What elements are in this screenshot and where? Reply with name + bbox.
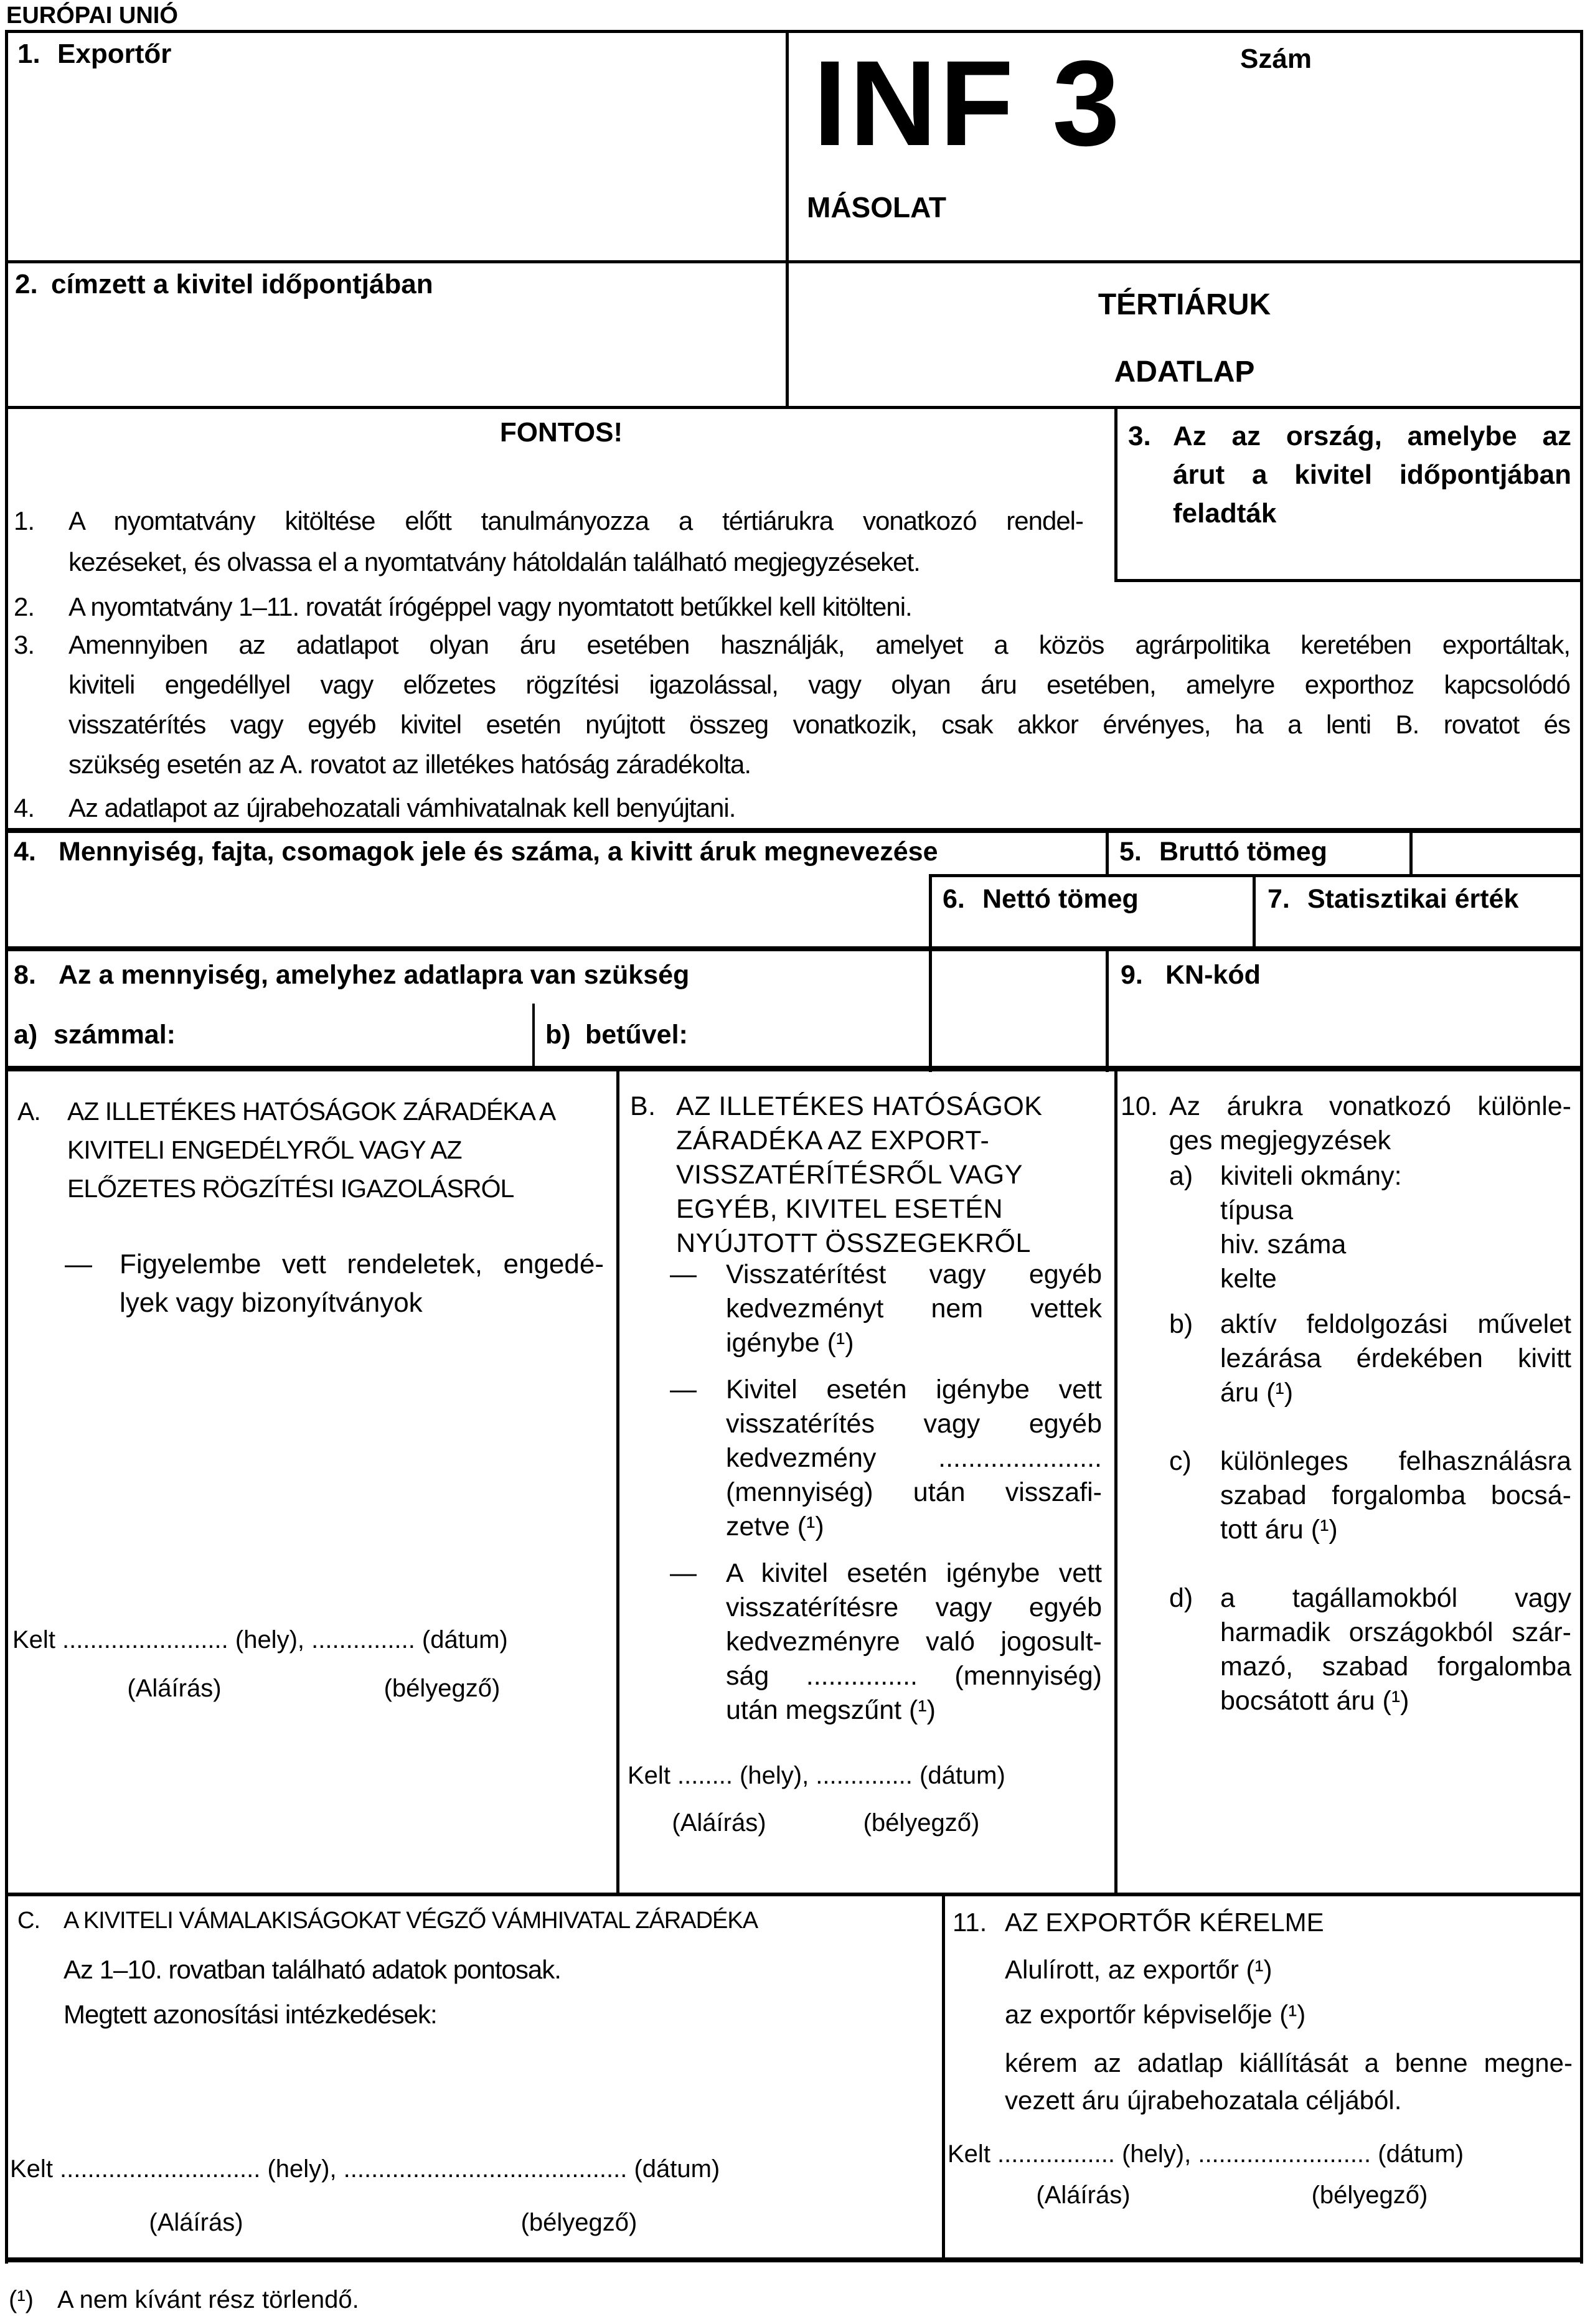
section-11-title-text: AZ EXPORTŐR KÉRELME	[1005, 1908, 1324, 1937]
section-b-bullet-2	[670, 1373, 1102, 1544]
box-8b-number: b)	[545, 1020, 571, 1050]
section-c-letter: C.	[17, 1908, 40, 1934]
grid-line	[1253, 874, 1256, 951]
adatlap-label: ADATLAP	[1114, 355, 1255, 388]
dash-bullet: —	[670, 1375, 697, 1404]
box-5-header	[1119, 837, 1406, 867]
grid-line	[1106, 948, 1109, 1072]
dash-bullet: —	[670, 1259, 697, 1289]
box-5-number: 5.	[1119, 837, 1142, 867]
box-8b-label: betűvel:	[585, 1020, 688, 1050]
grid-line	[929, 948, 932, 1072]
signature-label-11: (Aláírás)	[1036, 2181, 1131, 2209]
fontos-item-number: 3.	[14, 630, 35, 659]
section-b-title	[630, 1089, 1107, 1261]
fontos-item-number: 4.	[14, 793, 35, 822]
box-8-number: 8.	[14, 960, 36, 990]
stamp-label-11: (bélyegző)	[1311, 2181, 1428, 2209]
grid-line	[5, 406, 1583, 409]
section-10-item-letter: a)	[1169, 1161, 1193, 1191]
kelt-line-a: Kelt ........................ (hely), ............... (dátum)	[12, 1626, 508, 1654]
footnote-text: A nem kívánt rész törlendő.	[57, 2286, 359, 2313]
box-8a-header	[14, 1020, 499, 1050]
grid-line	[929, 874, 1583, 877]
section-c-title	[17, 1908, 933, 1934]
box-6-label: Nettó tömeg	[982, 884, 1139, 914]
grid-line	[1114, 579, 1583, 582]
tertiaruk-label: TÉRTIÁRUK	[1098, 288, 1271, 321]
grid-line	[1409, 828, 1413, 877]
box-9-header	[1121, 960, 1556, 990]
box-7-number: 7.	[1268, 884, 1290, 914]
box-7-label: Statisztikai érték	[1307, 884, 1519, 914]
signature-label-b: (Aláírás)	[672, 1809, 766, 1837]
section-10-item-letter: b)	[1169, 1309, 1193, 1339]
section-a-letter: A.	[17, 1097, 40, 1126]
box-1-label: Exportőr	[57, 39, 172, 69]
kelt-line-b: Kelt ........ (hely), .............. (dátum)	[628, 1762, 1005, 1789]
section-b-bullet-text: Kivitel esetén igénybe vett visszatérítés vagy egyéb kedvezmény ...................... (mennyiség) után visszafi- zetve (¹)	[726, 1375, 1102, 1541]
footnote-marker: (¹)	[9, 2286, 34, 2313]
box-3-label: Az az ország, amelybe az árut a kivitel időpontjában feladták	[1173, 421, 1571, 529]
stamp-label-b: (bélyegző)	[863, 1809, 980, 1837]
grid-line	[5, 1893, 1583, 1896]
section-10-item-text: aktív feldolgozási művelet lezárása érdekében kivitt áru (¹)	[1220, 1309, 1571, 1408]
stamp-label-c: (bélyegző)	[520, 2209, 637, 2236]
box-5-label: Bruttó tömeg	[1159, 837, 1327, 867]
fontos-item-text: A nyomtatvány 1–11. rovatát írógéppel vagy nyomtatott betűkkel kell kitölteni.	[68, 592, 912, 621]
dash-bullet: —	[670, 1558, 697, 1588]
box-6-header	[943, 884, 1241, 915]
kelt-line-11: Kelt ................. (hely), ......................... (dátum)	[948, 2140, 1464, 2168]
section-c-title-text: A KIVITELI VÁMALAKISÁGOKAT VÉGZŐ VÁMHIVATAL ZÁRADÉKA	[64, 1908, 758, 1934]
section-c-line-2: Megtett azonosítási intézkedések:	[64, 2000, 437, 2029]
section-11-line-1: Alulírott, az exportőr (¹)	[1005, 1955, 1272, 1984]
box-2-number: 2.	[15, 269, 38, 299]
grid-line	[616, 1070, 619, 1895]
section-10-item-text	[1220, 1159, 1571, 1296]
signature-label-c: (Aláírás)	[149, 2209, 243, 2236]
section-10-item-lines: kiviteli okmány:	[1220, 1161, 1402, 1191]
signature-label-a: (Aláírás)	[127, 1675, 222, 1702]
box-8-label: Az a mennyiség, amelyhez adatlapra van szükség	[59, 960, 690, 990]
section-a-title-text: AZ ILLETÉKES HATÓSÁGOK ZÁRADÉKA A KIVITELI ENGEDÉLYRŐL VAGY AZ ELŐZETES RÖGZÍTÉSI IGAZOLÁSRÓL	[67, 1097, 556, 1203]
box-9-label: KN-kód	[1165, 960, 1261, 990]
grid-line	[1580, 30, 1583, 2264]
section-10-item-text: a tagállamokból vagy harmadik országokból szár- mazó, szabad forgalomba bocsátott áru (¹)	[1220, 1583, 1571, 1716]
box-4-header	[14, 837, 1072, 867]
section-11-title	[953, 1908, 1569, 1937]
box-9-number: 9.	[1121, 960, 1143, 990]
section-10-title-text: Az árukra vonatkozó különle- ges megjegyzések	[1169, 1091, 1571, 1155]
grid-line	[5, 828, 1583, 833]
grid-line	[942, 1893, 945, 2261]
fontos-item-number: 1.	[14, 506, 35, 535]
fontos-item-4	[14, 788, 1570, 828]
box-6-number: 6.	[943, 884, 965, 914]
section-c-line-1: Az 1–10. rovatban található adatok pontosak.	[64, 1955, 561, 1984]
section-b-bullet-3	[670, 1556, 1102, 1728]
section-10-item-sublines: típusa hiv. száma kelte	[1220, 1195, 1347, 1294]
fontos-item-text: A nyomtatvány kitöltése előtt tanulmányozza a tértiárukra vonatkozó rendel- kezéseket, és olvassa el a nyomtatvány hátoldalán található megjegyzéseket.	[68, 506, 1083, 576]
section-b-bullet-text: A kivitel esetén igénybe vett visszatérítésre vagy egyéb kedvezményre való jogosult- ság ............... (mennyiség) után megszűnt (¹)	[726, 1558, 1102, 1725]
section-10-title	[1121, 1089, 1571, 1158]
box-2-label: címzett a kivitel időpontjában	[51, 269, 433, 299]
section-b-bullet-text: Visszatérítést vagy egyéb kedvezményt nem vettek igénybe (¹)	[726, 1259, 1102, 1358]
section-11-line-2: az exportőr képviselője (¹)	[1005, 2000, 1306, 2029]
section-a-bullet-text: Figyelembe vett rendeletek, engedé- lyek vagy bizonyítványok	[120, 1249, 604, 1318]
grid-line	[5, 30, 1583, 33]
section-10-item-letter: c)	[1169, 1446, 1192, 1476]
box-3-header	[1128, 417, 1571, 533]
box-8b-header	[545, 1020, 906, 1050]
section-a-bullet	[65, 1245, 604, 1322]
fontos-item-3	[14, 625, 1570, 784]
grid-line	[1114, 1070, 1117, 1895]
section-b-bullet-1	[670, 1258, 1102, 1360]
section-10-item-c	[1169, 1444, 1571, 1547]
section-10-item-a	[1169, 1159, 1571, 1296]
grid-line	[1106, 828, 1109, 877]
dash-bullet: —	[65, 1249, 92, 1279]
form-code-title: INF 3	[813, 35, 1122, 171]
box-3-number: 3.	[1128, 421, 1151, 451]
section-11-paragraph: kérem az adatlap kiállítását a benne megne- vezett áru újrabehozatala céljából.	[1005, 2048, 1573, 2115]
kelt-line-c: Kelt ............................. (hely), ......................................... (dátum)	[10, 2155, 720, 2183]
section-10-item-b	[1169, 1307, 1571, 1410]
grid-line	[5, 2257, 1583, 2262]
box-4-number: 4.	[14, 837, 36, 867]
section-11-number: 11.	[953, 1908, 987, 1937]
stamp-label-a: (bélyegző)	[383, 1675, 501, 1702]
fontos-item-text: Amennyiben az adatlapot olyan áru esetében használják, amelyet a közös agrárpolitika keretében exportáltak, kiviteli engedéllyel vagy előzetes rögzítési igazolással, vagy olyan áru esetében, amelyre exporthoz kapcsolódó visszatérítés vagy egyéb kivitel esetén nyújtott összeg vonatkozik, csak akkor érvényes, ha a lenti B. rovatot és szükség esetén az A. rovatot az illetékes hatóság záradékolta.	[68, 630, 1570, 779]
grid-line	[786, 30, 789, 409]
grid-line	[929, 874, 932, 951]
section-b-title-text: AZ ILLETÉKES HATÓSÁGOK ZÁRADÉKA AZ EXPORT- VISSZATÉRÍTÉSRŐL VAGY EGYÉB, KIVITEL ESETÉN NYÚJTOTT ÖSSZEGEKRŐL	[676, 1091, 1043, 1258]
grid-line	[5, 260, 1583, 263]
grid-line	[5, 30, 8, 2264]
box-4-label: Mennyiség, fajta, csomagok jele és száma, a kivitt áruk megnevezése	[59, 837, 938, 867]
fontos-title: FONTOS!	[499, 417, 623, 448]
section-10-item-letter: d)	[1169, 1583, 1193, 1613]
masolat-label: MÁSOLAT	[807, 191, 947, 223]
grid-line	[5, 946, 1583, 951]
box-8-header	[14, 960, 910, 990]
box-1-header	[17, 39, 764, 70]
fontos-item-2	[14, 586, 1083, 628]
grid-line	[5, 1066, 1583, 1071]
section-10-item-text: különleges felhasználásra szabad forgalomba bocsá- tott áru (¹)	[1220, 1446, 1571, 1545]
box-1-number: 1.	[17, 39, 40, 69]
grid-line	[532, 1004, 535, 1071]
section-b-letter: B.	[630, 1091, 656, 1121]
footnote	[9, 2286, 880, 2314]
box-7-header	[1268, 884, 1579, 915]
box-8a-label: számmal:	[54, 1020, 176, 1050]
eu-label: EURÓPAI UNIÓ	[6, 2, 178, 29]
section-a-title	[17, 1092, 609, 1208]
box-2-header	[15, 269, 762, 300]
szam-label: Szám	[1240, 44, 1312, 74]
section-10-item-d	[1169, 1581, 1571, 1718]
fontos-item-number: 2.	[14, 592, 35, 621]
grid-line	[1114, 406, 1117, 582]
fontos-item-1	[14, 501, 1083, 583]
box-8a-number: a)	[14, 1020, 38, 1050]
fontos-item-text: Az adatlapot az újrabehozatali vámhivatalnak kell benyújtani.	[68, 793, 736, 822]
section-10-number: 10.	[1121, 1091, 1158, 1121]
